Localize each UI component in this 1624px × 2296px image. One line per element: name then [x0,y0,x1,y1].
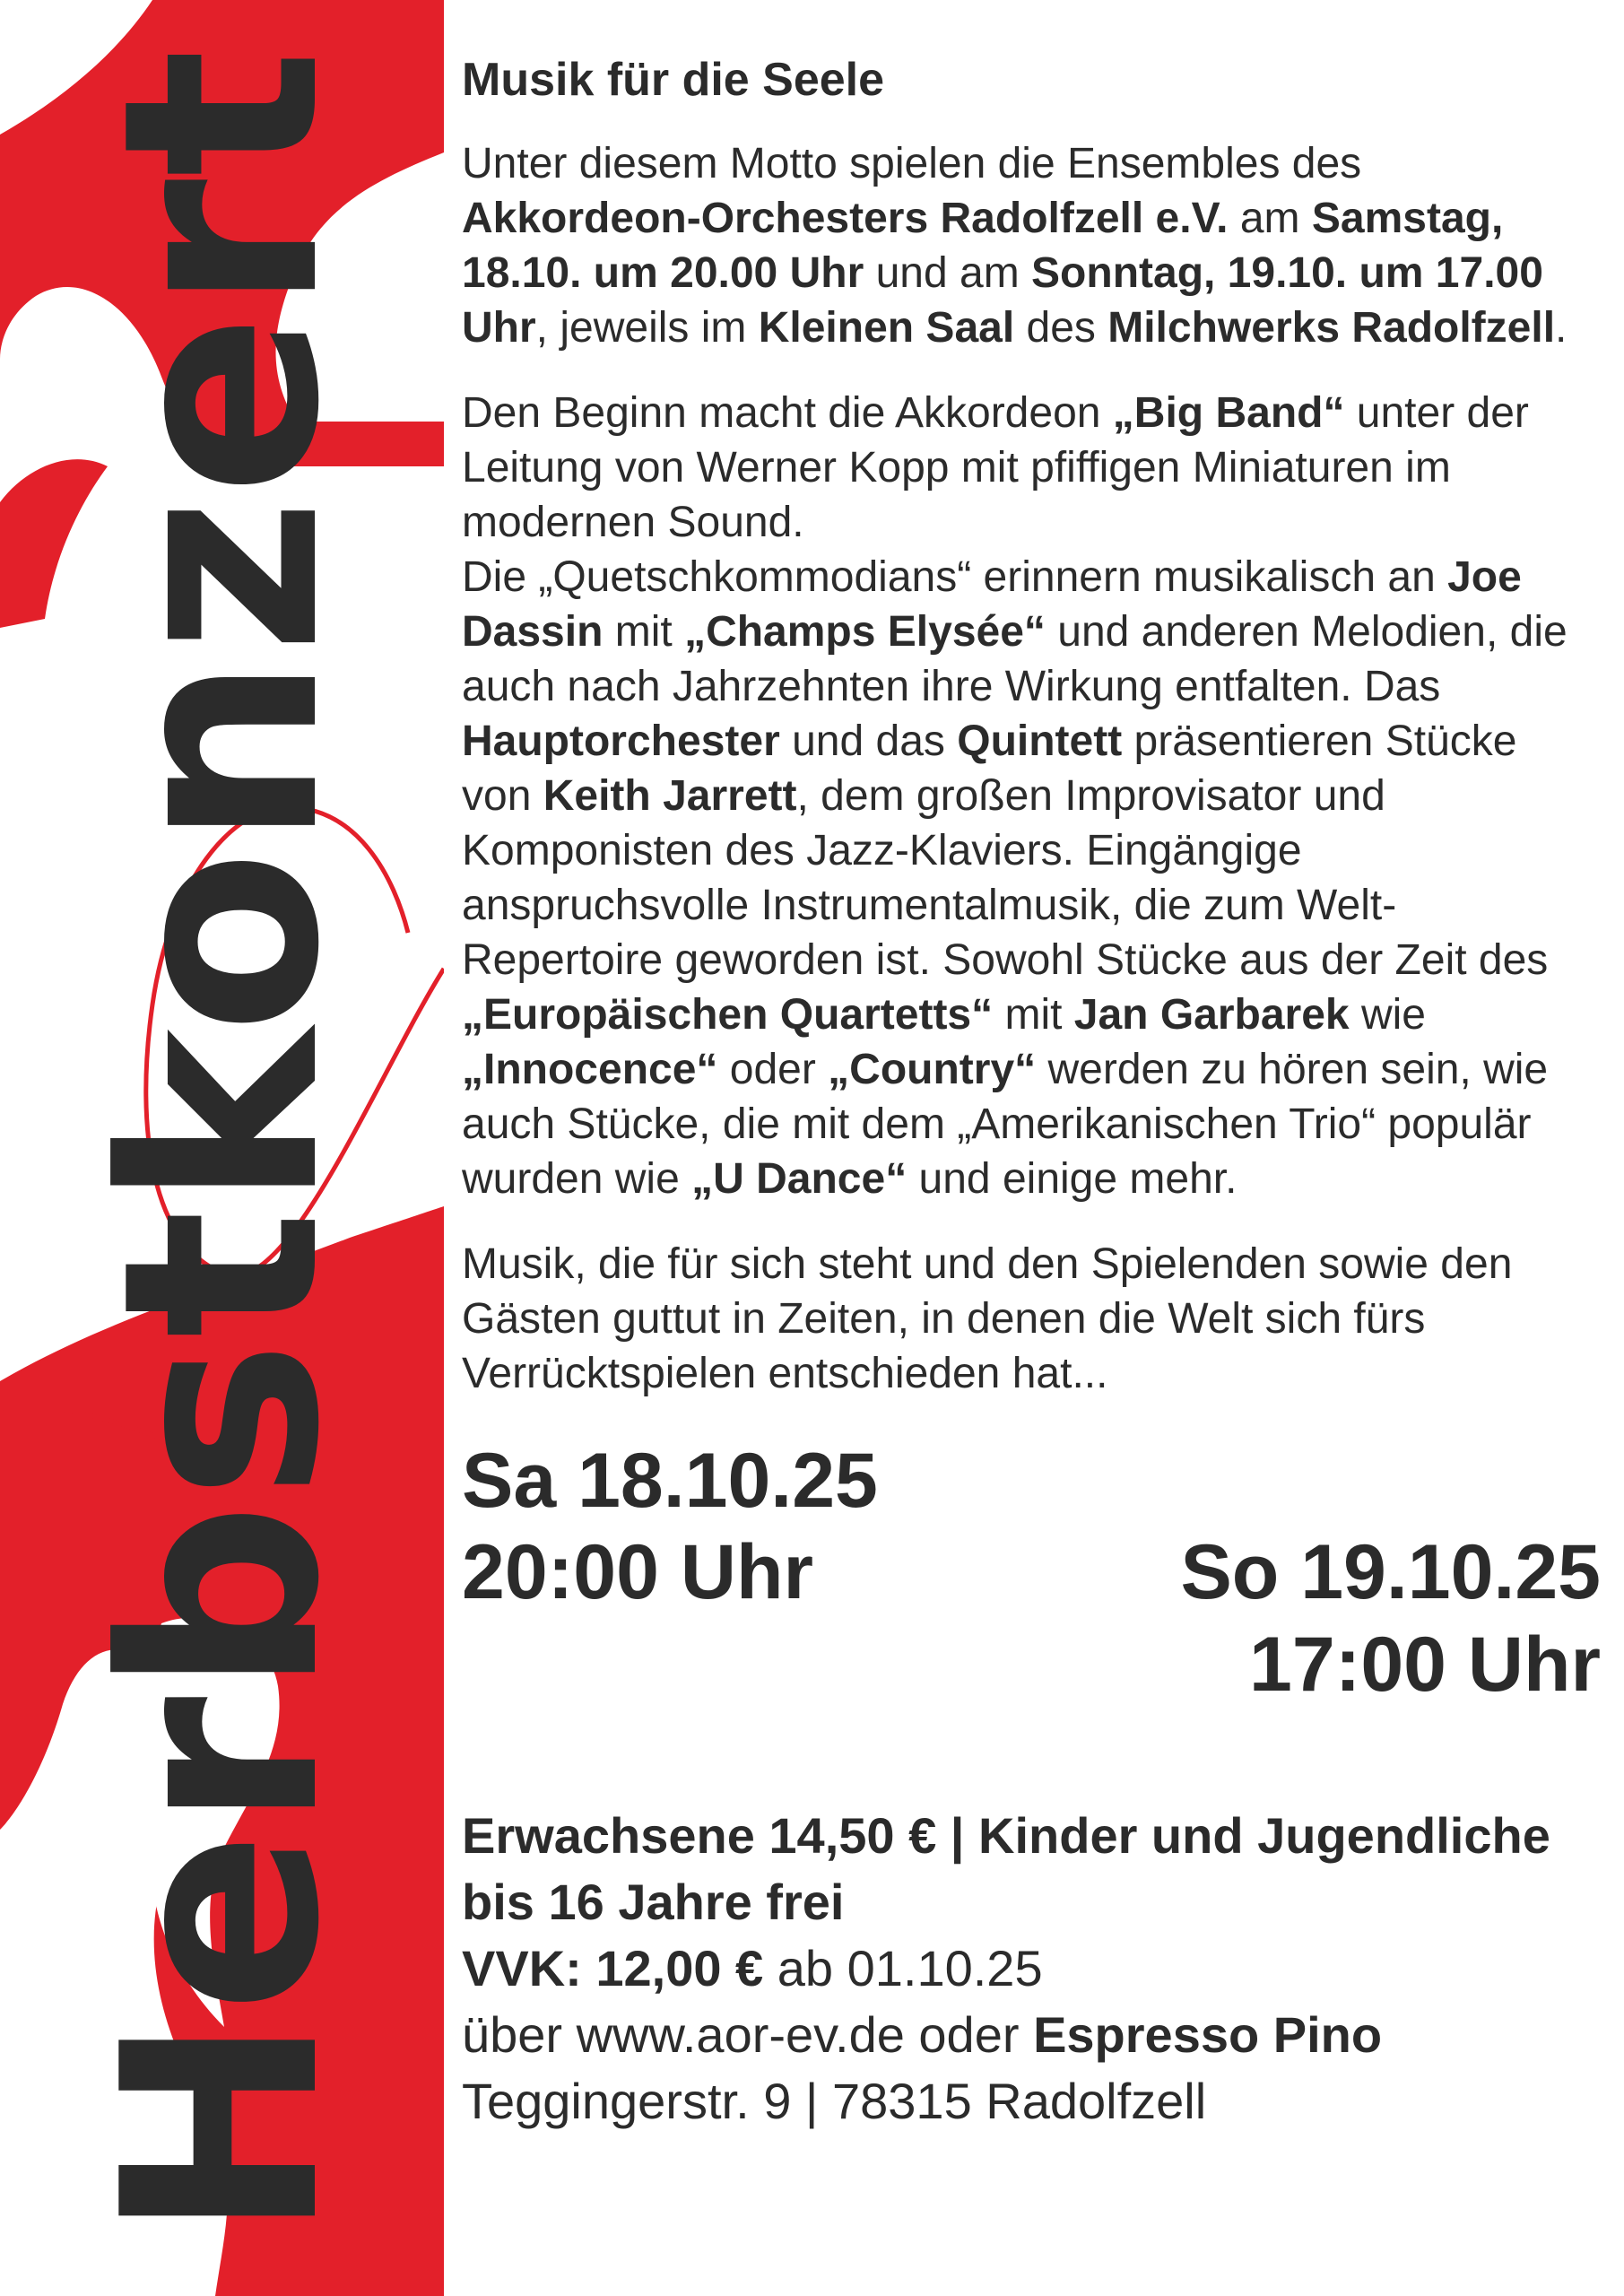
main-content [462,54,1601,2135]
paragraph-program: Den Beginn macht die Akkordeon „Big Band“ unter der Leitung von Werner Kopp mit pfiffigen Miniaturen im modernen Sound. Die „Quetschkommodians“ erinnern musikalisch an Joe Dassin mit „Champs Elysée“ und anderen Melodien, die auch nach Jahrzehnten ihre Wirkung entfalten. Das Hauptorchester und das Quintett präsentieren Stücke von Keith Jarrett, dem großen Improvisator und Komponisten des Jazz-Klaviers. Eingängige anspruchsvolle Instrumentalmusik, die zum Welt-Repertoire geworden ist. Sowohl Stücke aus der Zeit des „Europäischen Quartetts“ mit Jan Garbarek wie „Innocence“ oder „Country“ werden zu hören sein, wie auch Stücke, die mit dem „Amerikanischen Trio“ populär wurden wie „U Dance“ und einige mehr. [462,388,1568,1203]
sunday-date: So 19.10.25 [1180,1528,1601,1615]
presale-line: VVK: 12,00 € ab 01.10.25 [462,1939,1043,1996]
sunday-time: 17:00 Uhr [1249,1621,1601,1708]
vertical-title: Herbstkonzert [65,47,378,2240]
price-info [462,1803,1592,2135]
heading: Musik für die Seele [462,54,885,106]
paragraph-intro: Unter diesem Motto spielen die Ensembles des Akkordeon-Orchesters Radolfzell e.V. am Samstag, 18.10. um 20.00 Uhr und am Sonntag, 19.10. um 17.00 Uhr, jeweils im Kleinen Saal des Milchwerks Radolfzell. [462,139,1568,352]
saturday-date: Sa 18.10.25 [462,1437,878,1524]
address-line: Teggingerstr. 9 | 78315 Radolfzell [462,2072,1207,2129]
saturday-time: 20:00 Uhr [462,1528,813,1615]
paragraph-closing: Musik, die für sich steht und den Spielenden sowie den Gästen guttut in Zeiten, in denen die Welt sich fürs Verrücktspielen entschieden hat... [462,1239,1513,1397]
vertical-title-wrap [0,0,444,2296]
ticket-source-line: über www.aor-ev.de oder Espresso Pino [462,2005,1383,2063]
dates-block [462,1437,1601,1738]
price-line: Erwachsene 14,50 € | Kinder und Jugendliche bis 16 Jahre frei [462,1806,1550,1930]
